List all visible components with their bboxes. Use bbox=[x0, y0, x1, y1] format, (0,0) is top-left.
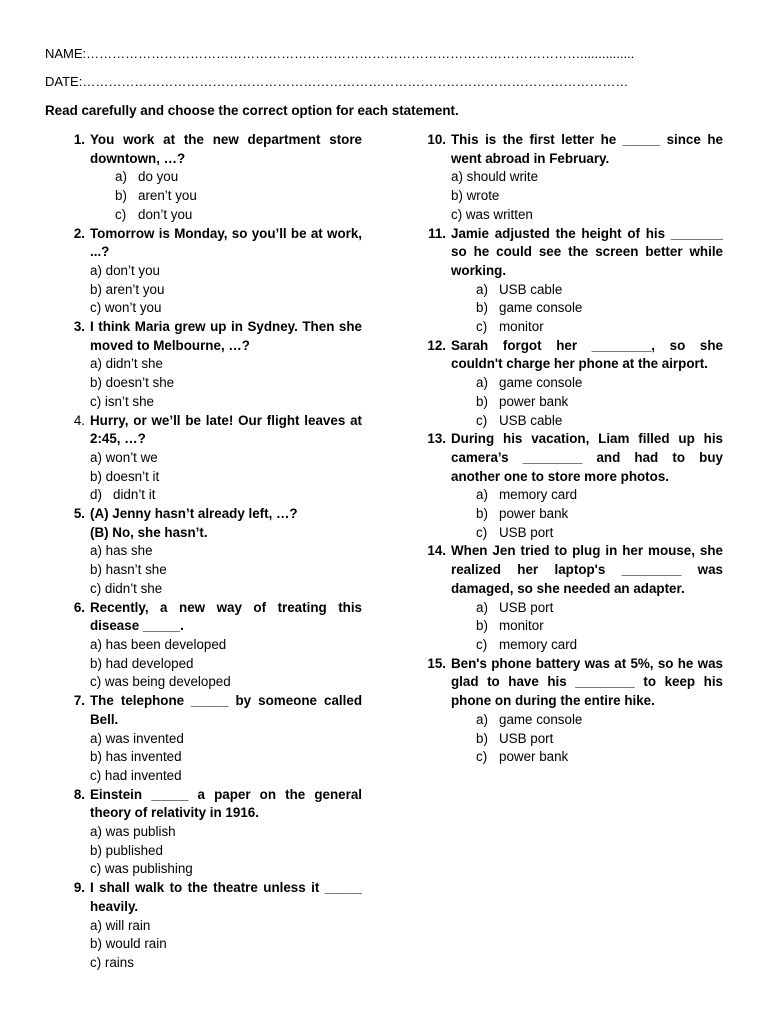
question-text: Ben's phone battery was at 5%, so he was glad to have his ________ to keep his phone on during the entire hike. bbox=[451, 655, 723, 709]
answer-options bbox=[90, 917, 362, 973]
answer-option[interactable]: a) don’t you bbox=[90, 262, 160, 278]
answer-option[interactable]: b) doesn’t it bbox=[90, 468, 160, 484]
option-text: USB port bbox=[499, 730, 554, 746]
question-9 bbox=[62, 879, 362, 973]
answer-option[interactable] bbox=[451, 748, 723, 767]
answer-option[interactable]: c) had invented bbox=[90, 767, 182, 783]
answer-option[interactable]: a) has she bbox=[90, 543, 153, 559]
option-text: power bank bbox=[499, 749, 569, 765]
option-text: USB cable bbox=[499, 281, 563, 297]
answer-option[interactable]: b) aren’t you bbox=[90, 281, 165, 297]
question-number: 14. bbox=[427, 543, 446, 559]
answer-option[interactable] bbox=[90, 206, 362, 225]
question-14 bbox=[423, 542, 723, 654]
option-text: game console bbox=[499, 375, 583, 391]
question-text: Sarah forgot her ________, so she couldn't charge her phone at the airport. bbox=[451, 337, 723, 372]
answer-options bbox=[90, 636, 362, 692]
question-number: 8. bbox=[73, 786, 85, 802]
question-number: 1. bbox=[73, 132, 85, 147]
option-letter: b) bbox=[476, 506, 488, 522]
question-text: During his vacation, Liam filled up his camera’s ________ and had to buy another one to store more photos. bbox=[451, 431, 723, 484]
answer-option[interactable] bbox=[451, 318, 723, 337]
option-letter: a) bbox=[476, 711, 488, 727]
answer-option[interactable]: b) wrote bbox=[451, 188, 500, 204]
answer-option[interactable]: a) didn’t she bbox=[90, 356, 163, 372]
answer-option[interactable]: b) would rain bbox=[90, 936, 167, 952]
option-letter: c) bbox=[476, 749, 488, 765]
question-number: 7. bbox=[73, 693, 85, 709]
option-text: monitor bbox=[499, 319, 544, 335]
answer-options bbox=[451, 599, 723, 655]
question-text: You work at the new department store downtown, …? bbox=[90, 132, 362, 166]
option-text: monitor bbox=[499, 618, 544, 634]
question-6 bbox=[62, 599, 362, 693]
option-letter: b) bbox=[476, 730, 488, 746]
answer-option[interactable]: b) has invented bbox=[90, 749, 182, 765]
question-number: 11. bbox=[428, 225, 446, 241]
question-number: 9. bbox=[73, 880, 85, 896]
question-7 bbox=[62, 692, 362, 786]
option-letter: c) bbox=[476, 524, 488, 540]
answer-option[interactable]: b) had developed bbox=[90, 655, 194, 671]
question-text: Jamie adjusted the height of his _______ so he could see the screen better while working. bbox=[451, 225, 723, 278]
answer-options bbox=[90, 262, 362, 318]
answer-option[interactable]: b) published bbox=[90, 842, 163, 858]
answer-option[interactable] bbox=[451, 486, 723, 505]
question-8 bbox=[62, 786, 362, 880]
answer-options bbox=[90, 355, 362, 411]
option-text: game console bbox=[499, 711, 583, 727]
question-3 bbox=[62, 318, 362, 412]
question-number: 15. bbox=[427, 655, 446, 671]
answer-options bbox=[90, 168, 362, 224]
option-text: don’t you bbox=[138, 206, 193, 222]
answer-options bbox=[451, 168, 723, 224]
answer-option[interactable] bbox=[451, 711, 723, 730]
answer-option[interactable]: a) will rain bbox=[90, 917, 151, 933]
option-letter: a) bbox=[115, 169, 127, 185]
answer-options bbox=[451, 486, 723, 542]
option-letter: c) bbox=[476, 636, 488, 652]
question-text: Hurry, or we’ll be late! Our flight leaves at 2:45, …? bbox=[90, 412, 362, 447]
answer-option[interactable] bbox=[451, 299, 723, 318]
question-11 bbox=[423, 225, 723, 337]
answer-option[interactable]: b) hasn’t she bbox=[90, 562, 167, 578]
option-text: power bank bbox=[499, 506, 569, 522]
option-letter: a) bbox=[476, 281, 488, 297]
option-letter: a) bbox=[476, 599, 488, 615]
question-2 bbox=[62, 225, 362, 319]
answer-options bbox=[451, 281, 723, 337]
option-letter: b) bbox=[115, 188, 127, 204]
answer-option[interactable] bbox=[451, 505, 723, 524]
option-text: power bank bbox=[499, 393, 569, 409]
question-number: 10. bbox=[427, 132, 446, 147]
option-text: do you bbox=[138, 169, 179, 185]
answer-option[interactable]: a) has been developed bbox=[90, 636, 227, 652]
questions-column-left bbox=[62, 131, 362, 973]
answer-options bbox=[90, 449, 362, 505]
answer-option[interactable] bbox=[451, 730, 723, 749]
answer-option[interactable]: c) was publishing bbox=[90, 861, 193, 877]
option-letter: b) bbox=[476, 300, 488, 316]
answer-option[interactable] bbox=[90, 486, 362, 505]
instructions: Read carefully and choose the correct option for each statement. bbox=[45, 103, 459, 118]
name-field-line[interactable]: NAME:……………………………………………………………………………………………………............... bbox=[45, 46, 635, 61]
answer-option[interactable] bbox=[90, 168, 362, 187]
question-13 bbox=[423, 430, 723, 542]
option-letter: c) bbox=[476, 412, 488, 428]
answer-options bbox=[451, 374, 723, 430]
answer-options bbox=[451, 711, 723, 767]
option-letter: d) bbox=[90, 487, 102, 503]
option-text: aren’t you bbox=[138, 188, 197, 204]
question-4 bbox=[62, 412, 362, 506]
answer-option[interactable] bbox=[451, 412, 723, 431]
answer-option[interactable] bbox=[451, 393, 723, 412]
question-text: The telephone _____ by someone called Bell. bbox=[90, 693, 362, 727]
option-letter: b) bbox=[476, 393, 488, 409]
question-number: 13. bbox=[427, 431, 446, 447]
answer-option[interactable] bbox=[451, 374, 723, 393]
option-letter: c) bbox=[115, 206, 127, 222]
answer-option[interactable] bbox=[451, 636, 723, 655]
option-text: USB port bbox=[499, 524, 554, 540]
date-field-line[interactable]: DATE:……………………………………………………………………………………………………………… bbox=[45, 74, 629, 89]
answer-option[interactable]: c) was being developed bbox=[90, 674, 231, 690]
question-text: I think Maria grew up in Sydney. Then she moved to Melbourne, …? bbox=[90, 319, 362, 353]
question-number: 12. bbox=[427, 337, 446, 353]
option-text: USB cable bbox=[499, 412, 563, 428]
option-letter: a) bbox=[476, 375, 488, 391]
question-number: 4. bbox=[73, 412, 85, 428]
question-number: 6. bbox=[73, 599, 85, 615]
option-text: game console bbox=[499, 300, 583, 316]
question-5 bbox=[62, 505, 362, 599]
question-15 bbox=[423, 655, 723, 767]
answer-options bbox=[90, 730, 362, 786]
option-letter: b) bbox=[476, 618, 488, 634]
answer-options bbox=[90, 542, 362, 598]
question-10 bbox=[423, 131, 723, 225]
answer-option[interactable]: a) should write bbox=[451, 169, 539, 185]
question-text: Tomorrow is Monday, so you’ll be at work, ...? bbox=[90, 225, 362, 260]
question-text: When Jen tried to plug in her mouse, she realized her laptop's ________ was damaged, so she needed an adapter. bbox=[451, 543, 723, 596]
answer-option[interactable]: a) was publish bbox=[90, 824, 176, 840]
answer-option[interactable]: c) was written bbox=[451, 206, 533, 222]
question-text: I shall walk to the theatre unless it _____ heavily. bbox=[90, 880, 362, 914]
answer-option[interactable] bbox=[451, 524, 723, 543]
questions-column-right bbox=[423, 131, 723, 767]
question-number: 3. bbox=[73, 319, 85, 335]
question-text: This is the first letter he _____ since he went abroad in February. bbox=[451, 132, 723, 166]
question-text: Einstein _____ a paper on the general theory of relativity in 1916. bbox=[90, 786, 362, 821]
answer-option[interactable]: a) was invented bbox=[90, 730, 184, 746]
option-letter: c) bbox=[476, 319, 488, 335]
answer-option[interactable] bbox=[451, 281, 723, 300]
question-number: 5. bbox=[73, 506, 85, 522]
answer-option[interactable] bbox=[451, 617, 723, 636]
option-letter: a) bbox=[476, 487, 488, 503]
option-text: memory card bbox=[499, 487, 578, 503]
question-1 bbox=[62, 131, 362, 225]
question-number: 2. bbox=[73, 225, 85, 241]
option-text: didn’t it bbox=[113, 487, 156, 503]
answer-option[interactable]: b) doesn’t she bbox=[90, 375, 175, 391]
answer-option[interactable]: c) rains bbox=[90, 954, 134, 970]
answer-option[interactable]: c) won’t you bbox=[90, 300, 162, 316]
question-text: Recently, a new way of treating this disease _____. bbox=[90, 599, 362, 634]
answer-option[interactable] bbox=[90, 187, 362, 206]
answer-option[interactable]: a) won’t we bbox=[90, 449, 158, 465]
option-text: USB port bbox=[499, 599, 554, 615]
question-text: (A) Jenny hasn’t already left, …? (B) No, she hasn’t. bbox=[90, 506, 298, 540]
question-12 bbox=[423, 337, 723, 431]
answer-option[interactable] bbox=[451, 599, 723, 618]
answer-options bbox=[90, 823, 362, 879]
option-text: memory card bbox=[499, 636, 578, 652]
answer-option[interactable]: c) didn’t she bbox=[90, 580, 163, 596]
answer-option[interactable]: c) isn’t she bbox=[90, 393, 154, 409]
